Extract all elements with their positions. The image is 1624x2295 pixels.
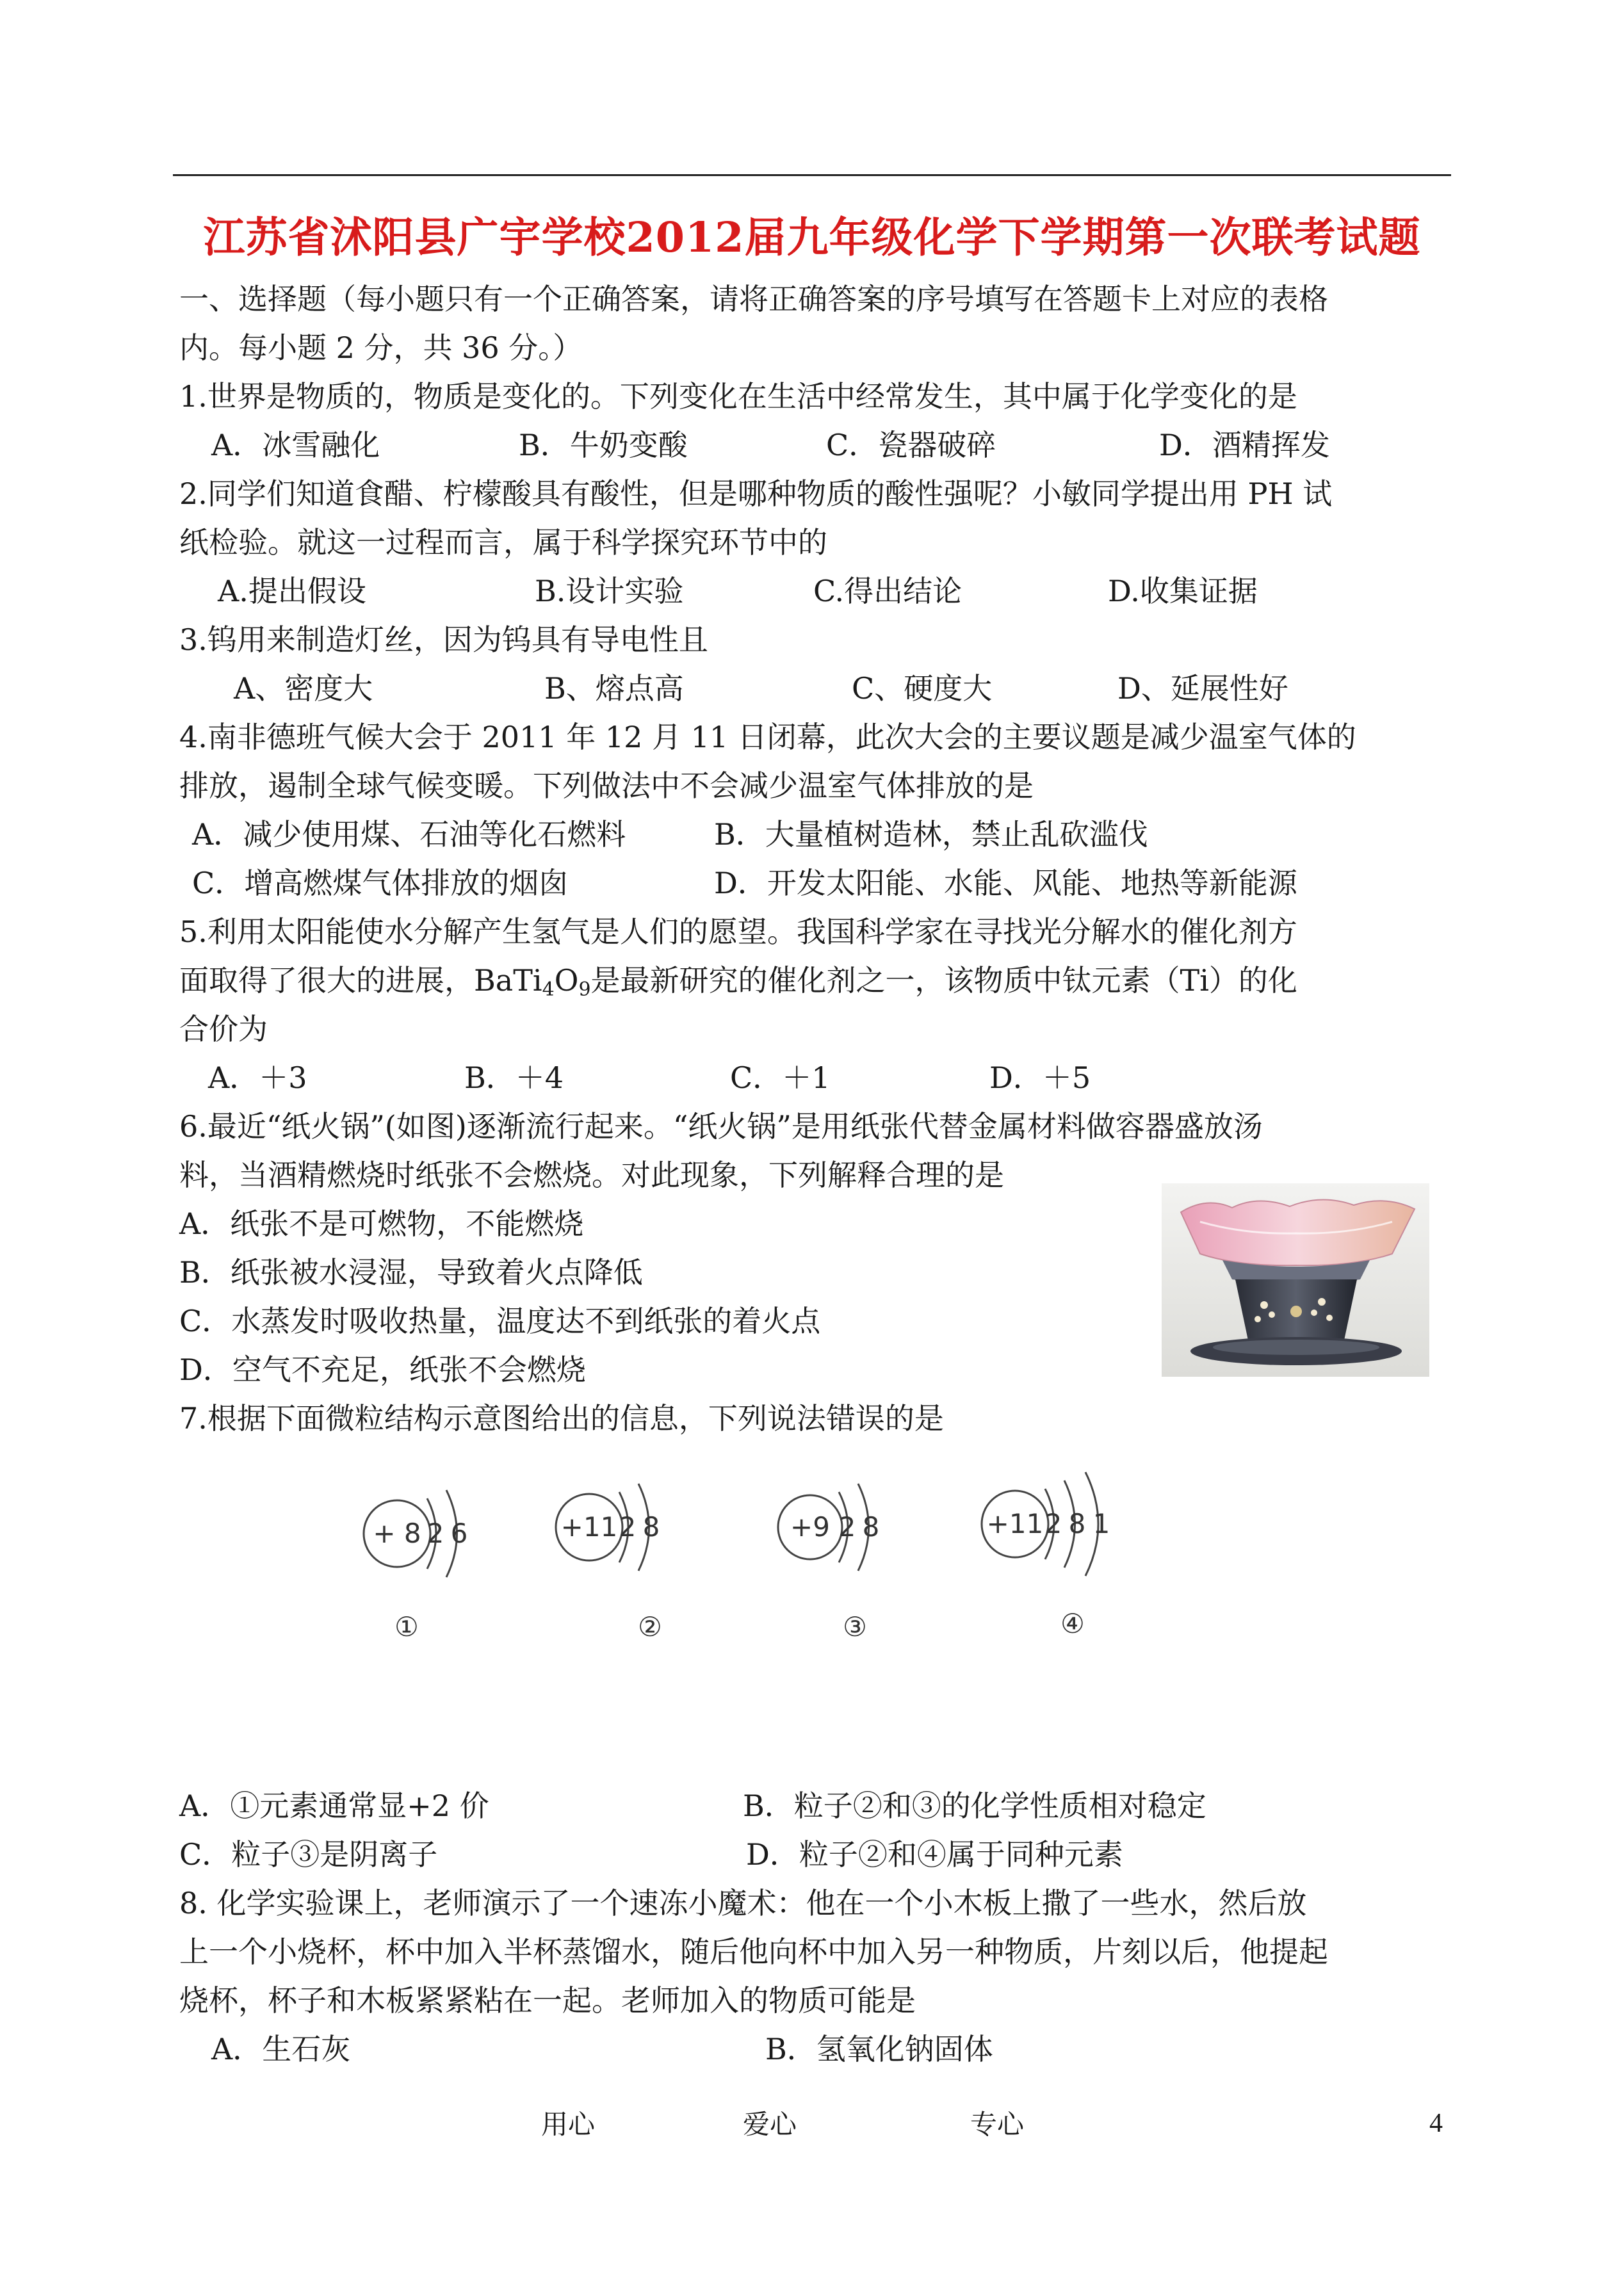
q2-option-c: C.得出结论 (813, 574, 962, 608)
q2-stem-line1: 2.同学们知道食醋、柠檬酸具有酸性，但是哪种物质的酸性强呢？小敏同学提出用 PH 试 (179, 476, 1333, 511)
q8-stem-line2: 上一个小烧杯，杯中加入半杯蒸馏水，随后他向杯中加入另一种物质，片刻以后，他提起 (179, 1934, 1328, 1969)
atom4-label: ④ (1060, 1608, 1085, 1639)
atom1-label: ① (394, 1611, 419, 1642)
atom-diagram-2 (556, 1484, 662, 1642)
q7-option-b: B．粒子②和③的化学性质相对稳定 (743, 1788, 1206, 1823)
q5-text-post: 是最新研究的催化剂之一，该物质中钛元素（Ti）的化 (590, 963, 1297, 998)
page-number: 4 (1429, 2109, 1443, 2138)
q1-option-b: B．牛奶变酸 (519, 428, 688, 462)
q5-stem-line2 (179, 961, 1297, 1009)
atom2-shell1: 2 (619, 1511, 637, 1543)
q7-option-c: C．粒子③是阴离子 (179, 1837, 438, 1872)
q4-option-c: C．增高燃煤气体排放的烟囱 (192, 866, 569, 900)
q3-option-d: D、延展性好 (1117, 671, 1288, 706)
paper-hotpot-photo (1162, 1183, 1429, 1377)
atom2-nucleus: +11 (560, 1511, 618, 1543)
q1-option-d: D．酒精挥发 (1159, 428, 1330, 462)
section-instructions-line2: 内。每小题 2 分，共 36 分。） (179, 330, 583, 365)
particle-structure-diagrams (355, 1444, 1143, 1655)
q7-option-d: D．粒子②和④属于同种元素 (746, 1837, 1123, 1872)
q7-stem: 7.根据下面微粒结构示意图给出的信息，下列说法错误的是 (179, 1401, 944, 1436)
q5-stem-line1: 5.利用太阳能使水分解产生氢气是人们的愿望。我国科学家在寻找光分解水的催化剂方 (179, 914, 1297, 949)
q6-option-a: A．纸张不是可燃物，不能燃烧 (179, 1206, 584, 1241)
footer-word-2: 爱心 (743, 2109, 797, 2140)
page-title: 江苏省沭阳县广宇学校2012届九年级化学下学期第一次联考试题 (203, 213, 1421, 262)
atom4-shell1: 2 (1044, 1508, 1062, 1539)
atom1-shell1: 2 (426, 1518, 444, 1549)
q6-option-d: D．空气不充足，纸张不会燃烧 (179, 1352, 586, 1387)
q5-option-d: D．＋5 (989, 1060, 1091, 1095)
atom3-nucleus: +9 (790, 1511, 830, 1543)
q2-option-d: D.收集证据 (1108, 574, 1258, 608)
atom2-shell2: 8 (642, 1511, 660, 1543)
atom4-nucleus: +11 (986, 1508, 1044, 1539)
q6-option-b: B．纸张被水浸湿，导致着火点降低 (179, 1255, 643, 1290)
q8-option-b: B．氢氧化钠固体 (765, 2032, 993, 2066)
q1-option-c: C．瓷器破碎 (826, 428, 996, 462)
atom4-shell2: 8 (1068, 1508, 1086, 1539)
q4-option-a: A．减少使用煤、石油等化石燃料 (192, 817, 626, 852)
q6-option-c: C．水蒸发时吸收热量，温度达不到纸张的着火点 (179, 1304, 821, 1338)
atom-diagram-3 (778, 1484, 879, 1642)
q3-option-b: B、熔点高 (544, 671, 684, 706)
q2-option-a: A.提出假设 (218, 574, 366, 608)
q1-option-a: A．冰雪融化 (211, 428, 380, 462)
q2-option-b: B.设计实验 (535, 574, 684, 608)
q5-text-o: O (554, 963, 579, 998)
atom1-shell2: 6 (450, 1518, 468, 1549)
q5-option-a: A．＋3 (208, 1060, 307, 1095)
q4-option-d: D．开发太阳能、水能、风能、地热等新能源 (714, 866, 1297, 900)
q4-stem-line1: 4.南非德班气候大会于 2011 年 12 月 11 日闭幕，此次大会的主要议题是减少温室气体的 (179, 720, 1356, 754)
q5-option-c: C．＋1 (730, 1060, 831, 1095)
footer-word-1: 用心 (541, 2109, 596, 2140)
q5-text-pre: 面取得了很大的进展，BaTi (179, 963, 542, 998)
q7-option-a: A．①元素通常显+2 价 (179, 1788, 489, 1823)
header-rule (173, 174, 1451, 176)
q4-stem-line2: 排放，遏制全球气候变暖。下列做法中不会减少温室气体排放的是 (179, 768, 1034, 803)
q5-sub-o: 9 (578, 978, 591, 1001)
q8-stem-line3: 烧杯，杯子和木板紧紧粘在一起。老师加入的物质可能是 (179, 1983, 916, 2018)
q4-option-b: B．大量植树造林，禁止乱砍滥伐 (714, 817, 1148, 852)
q5-option-b: B．＋4 (464, 1060, 564, 1095)
atom4-shell3: 1 (1092, 1508, 1110, 1539)
q1-stem: 1.世界是物质的，物质是变化的。下列变化在生活中经常发生，其中属于化学变化的是 (179, 379, 1297, 414)
q3-option-a: A、密度大 (234, 671, 373, 706)
q8-option-a: A．生石灰 (211, 2032, 351, 2066)
atom3-shell1: 2 (838, 1511, 856, 1543)
q6-stem-line1: 6.最近“纸火锅”(如图)逐渐流行起来。“纸火锅”是用纸张代替金属材料做容器盛放汤 (179, 1109, 1263, 1144)
atom3-shell2: 8 (862, 1511, 880, 1543)
q3-stem: 3.钨用来制造灯丝，因为钨具有导电性且 (179, 622, 708, 657)
q6-stem-line2: 料，当酒精燃烧时纸张不会燃烧。对此现象，下列解释合理的是 (179, 1158, 1004, 1192)
q8-stem-line1: 8. 化学实验课上，老师演示了一个速冻小魔术：他在一个小木板上撒了一些水，然后放 (179, 1886, 1307, 1920)
atom-diagram-1 (364, 1490, 467, 1642)
atom1-nucleus: + 8 (373, 1518, 421, 1549)
section-instructions-line1: 一、选择题（每小题只有一个正确答案，请将正确答案的序号填写在答题卡上对应的表格 (179, 282, 1328, 316)
q2-stem-line2: 纸检验。就这一过程而言，属于科学探究环节中的 (179, 525, 827, 560)
atom-diagram-4 (982, 1472, 1110, 1639)
footer-word-3: 专心 (970, 2109, 1025, 2140)
atom3-label: ③ (843, 1611, 867, 1642)
atom2-label: ② (638, 1611, 662, 1642)
q5-sub-ti: 4 (542, 978, 555, 1001)
q5-stem-line3: 合价为 (179, 1012, 268, 1046)
q3-option-c: C、硬度大 (852, 671, 993, 706)
